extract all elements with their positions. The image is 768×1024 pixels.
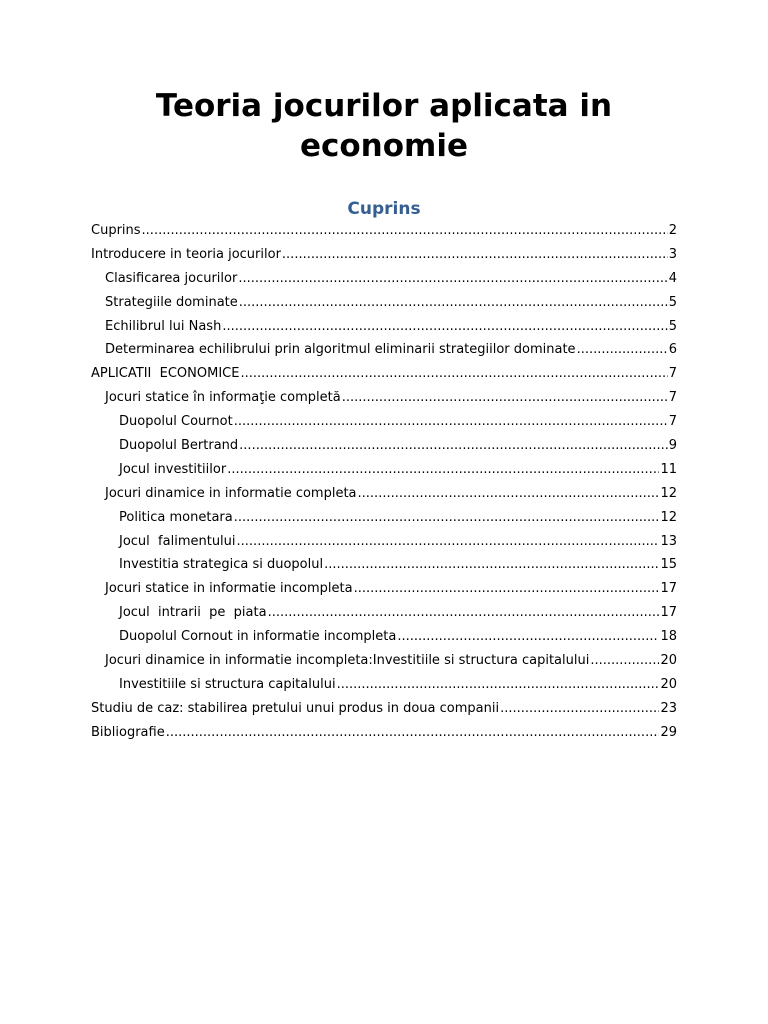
toc-entry[interactable] [91, 267, 677, 291]
toc-entry-page: 15 [660, 557, 677, 573]
toc-entry-page: 7 [668, 414, 677, 430]
toc-entry-page: 5 [668, 294, 677, 310]
toc-entry-text: Jocuri dinamice in informatie incompleta:Investitiile si structura capitalului [105, 653, 590, 669]
toc-entry-page: 13 [660, 533, 677, 549]
toc-entry-text: Bibliografie [91, 724, 165, 740]
toc-dot-leader [354, 577, 660, 601]
toc-dot-leader [222, 315, 667, 339]
toc-dot-leader [234, 410, 668, 434]
toc-entry[interactable] [91, 410, 677, 434]
toc-entry[interactable] [91, 482, 677, 506]
toc-entry-text: Jocuri statice in informatie incompleta [105, 581, 353, 597]
toc-entry-page: 12 [660, 485, 677, 501]
toc-entry-page: 23 [660, 700, 677, 716]
toc-entry-text: Duopolul Cornout in informatie incompleta [119, 629, 397, 645]
toc-entry-text: Studiu de caz: stabilirea pretului unui produs in doua companii [91, 700, 500, 716]
toc-entry-text: Cuprins [91, 223, 141, 238]
toc-entry[interactable] [91, 386, 677, 410]
toc-entry-page: 9 [668, 438, 677, 454]
toc-dot-leader [337, 673, 660, 697]
table-of-contents [91, 219, 677, 745]
toc-dot-leader [234, 506, 660, 530]
toc-entry-text: Strategiile dominate [105, 294, 238, 310]
toc-entry-page: 20 [660, 653, 677, 669]
toc-entry-page: 11 [660, 461, 677, 477]
toc-entry[interactable] [91, 434, 677, 458]
toc-entry-text: Determinarea echilibrului prin algoritmul eliminarii strategiilor dominate [105, 342, 576, 358]
toc-entry[interactable] [91, 649, 677, 673]
toc-entry-page: 7 [668, 390, 677, 406]
toc-entry-text: Jocul investitiilor [119, 461, 227, 477]
toc-entry-text: Jocul falimentului [119, 533, 236, 549]
toc-entry-page: 17 [660, 605, 677, 621]
toc-entry-page: 2 [668, 223, 677, 238]
toc-dot-leader [227, 458, 659, 482]
toc-dot-leader [342, 386, 668, 410]
toc-entry-text: Politica monetara [119, 509, 233, 525]
toc-entry[interactable] [91, 315, 677, 339]
toc-entry-page: 7 [668, 366, 677, 382]
document-title: Teoria jocurilor aplicata in economie [155, 88, 613, 164]
toc-entry[interactable] [91, 553, 677, 577]
toc-dot-leader [239, 434, 668, 458]
toc-dot-leader [577, 338, 668, 362]
toc-dot-leader [142, 219, 668, 243]
toc-entry-text: Clasificarea jocurilor [105, 270, 238, 286]
toc-entry-text: Jocul intrarii pe piata [119, 605, 267, 621]
toc-entry-page: 18 [660, 629, 677, 645]
toc-entry-page: 20 [660, 676, 677, 692]
toc-dot-leader [166, 721, 660, 745]
toc-entry-page: 5 [668, 318, 677, 334]
toc-entry[interactable] [91, 338, 677, 362]
toc-entry-page: 29 [660, 724, 677, 740]
toc-entry-page: 4 [668, 270, 677, 286]
toc-dot-leader [324, 553, 659, 577]
toc-entry[interactable] [91, 601, 677, 625]
toc-entry-page: 17 [660, 581, 677, 597]
toc-entry[interactable] [91, 243, 677, 267]
toc-heading: Cuprins [347, 199, 421, 219]
toc-entry-page: 12 [660, 509, 677, 525]
toc-dot-leader [500, 697, 659, 721]
toc-entry[interactable] [91, 625, 677, 649]
toc-dot-leader [240, 362, 667, 386]
toc-entry[interactable] [91, 530, 677, 554]
toc-dot-leader [237, 530, 660, 554]
toc-entry-text: Duopolul Cournot [119, 414, 233, 430]
toc-entry[interactable] [91, 458, 677, 482]
toc-entry[interactable] [91, 577, 677, 601]
toc-dot-leader [238, 267, 667, 291]
toc-entry[interactable] [91, 362, 677, 386]
toc-entry-text: Jocuri dinamice in informatie completa [105, 485, 357, 501]
toc-dot-leader [590, 649, 659, 673]
toc-entry-text: Duopolul Bertrand [119, 438, 239, 454]
toc-entry[interactable] [91, 219, 677, 243]
toc-dot-leader [358, 482, 660, 506]
toc-entry[interactable] [91, 697, 677, 721]
toc-entry[interactable] [91, 291, 677, 315]
toc-entry[interactable] [91, 721, 677, 745]
toc-entry-text: Jocuri statice în informaţie completă [105, 390, 341, 406]
toc-entry-text: Introducere in teoria jocurilor [91, 246, 281, 262]
toc-entry-text: Investitiile si structura capitalului [119, 676, 336, 692]
toc-dot-leader [282, 243, 668, 267]
toc-entry-text: Investitia strategica si duopolul [119, 557, 324, 573]
toc-dot-leader [239, 291, 668, 315]
toc-entry[interactable] [91, 673, 677, 697]
toc-entry-text: APLICATII ECONOMICE [91, 366, 240, 382]
toc-entry-page: 6 [668, 342, 677, 358]
toc-dot-leader [397, 625, 659, 649]
toc-entry[interactable] [91, 506, 677, 530]
toc-dot-leader [268, 601, 660, 625]
toc-entry-page: 3 [668, 246, 677, 262]
toc-entry-text: Echilibrul lui Nash [105, 318, 222, 334]
